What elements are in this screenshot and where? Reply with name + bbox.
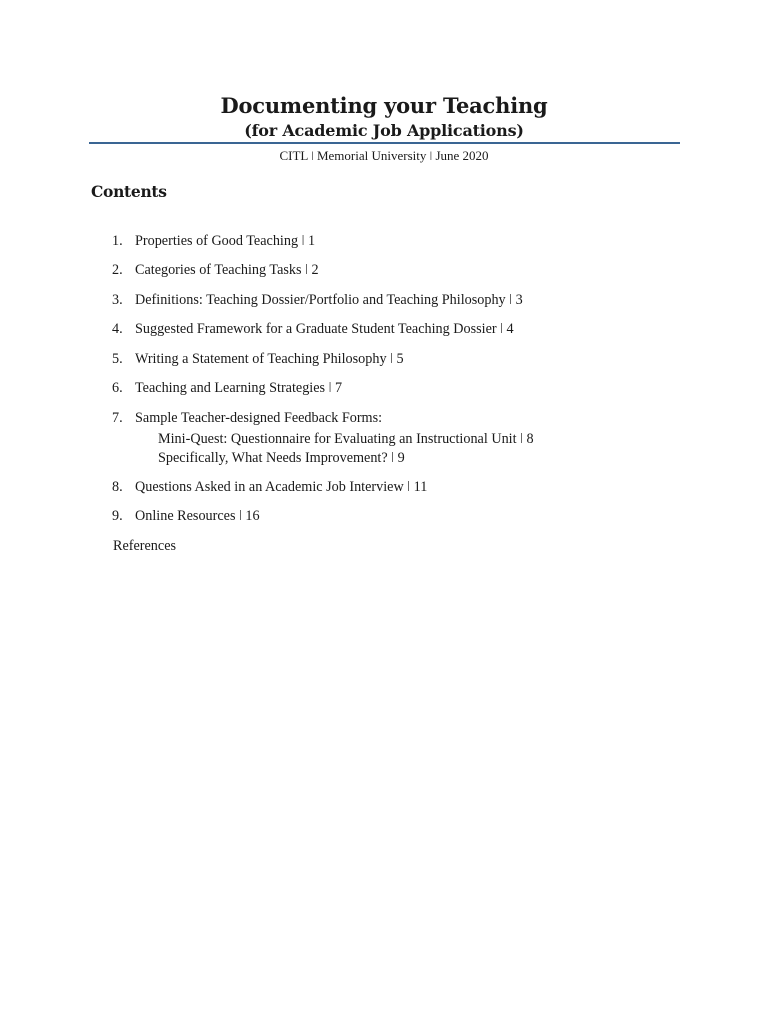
- toc-item-text: Suggested Framework for a Graduate Student Teaching Dossier ǀ 4: [135, 321, 514, 337]
- toc-item-number: 6.: [112, 380, 123, 396]
- contents-heading: Contents: [91, 182, 167, 201]
- title-rule: [89, 142, 680, 144]
- toc-item-number: 8.: [112, 479, 123, 495]
- toc-item-text: Writing a Statement of Teaching Philosophy ǀ 5: [135, 351, 404, 367]
- toc-item-text: Teaching and Learning Strategies ǀ 7: [135, 380, 343, 396]
- toc-item-number: 4.: [112, 321, 123, 337]
- toc-item-text: Categories of Teaching Tasks ǀ 2: [135, 262, 319, 278]
- toc-item-text: Questions Asked in an Academic Job Interview ǀ 11: [135, 479, 428, 495]
- page-subtitle: (for Academic Job Applications): [244, 121, 524, 140]
- toc-subitem[interactable]: Mini-Quest: Questionnaire for Evaluating an Instructional Unit ǀ 8: [158, 431, 534, 447]
- document-meta: CITL ǀ Memorial University ǀ June 2020: [279, 148, 489, 163]
- toc-item-text: Properties of Good Teaching ǀ 1: [135, 233, 316, 249]
- toc-item-number: 5.: [112, 351, 123, 367]
- toc-item-number: 9.: [112, 508, 123, 524]
- toc-item-text: Definitions: Teaching Dossier/Portfolio and Teaching Philosophy ǀ 3: [135, 292, 523, 308]
- toc-item-text: Online Resources ǀ 16: [135, 508, 260, 524]
- toc-subitem[interactable]: Specifically, What Needs Improvement? ǀ 9: [158, 450, 405, 466]
- toc-item-number: 3.: [112, 292, 123, 308]
- toc-item-number: 2.: [112, 262, 123, 278]
- toc-references[interactable]: References: [113, 538, 177, 554]
- toc-item-number: 1.: [112, 233, 123, 249]
- toc-item-text: Sample Teacher-designed Feedback Forms:: [135, 410, 383, 426]
- page-title: Documenting your Teaching: [220, 93, 548, 118]
- toc-item-number: 7.: [112, 410, 123, 426]
